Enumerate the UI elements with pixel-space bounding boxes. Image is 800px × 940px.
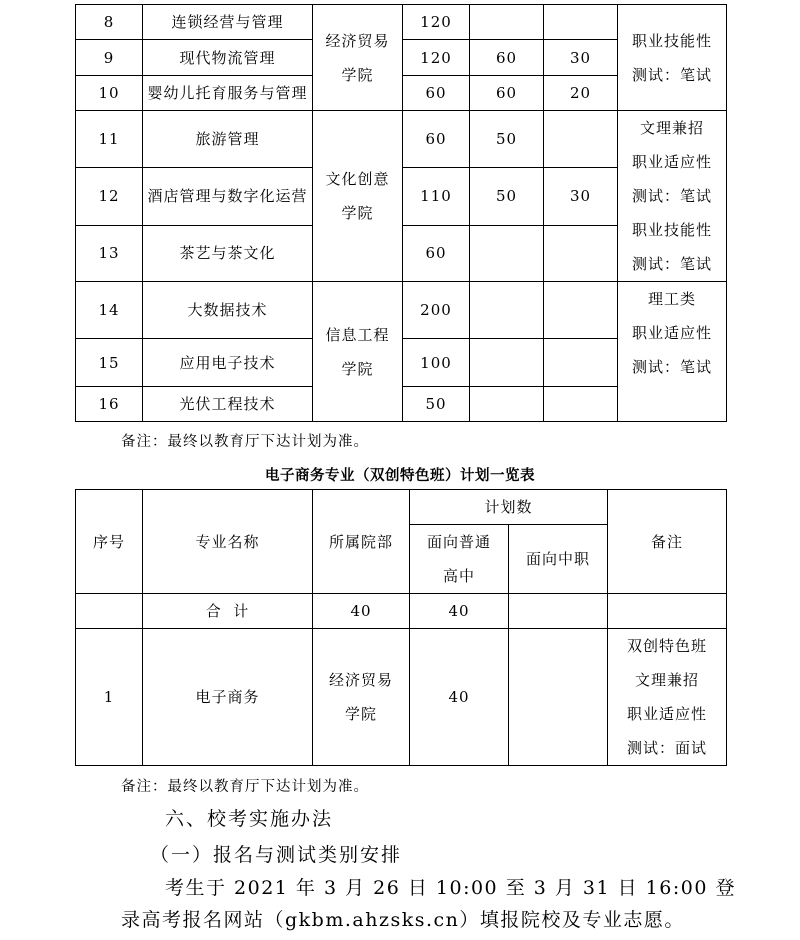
vocational-count: 30 <box>544 168 618 225</box>
general-count: 40 <box>410 629 509 766</box>
row-number: 14 <box>76 282 143 339</box>
header-college: 所属院部 <box>313 490 410 594</box>
plan-count: 60 <box>403 225 470 281</box>
header-plan: 计划数 <box>410 490 608 525</box>
total-college: 40 <box>313 594 410 629</box>
row-number: 11 <box>76 111 143 168</box>
general-count: 60 <box>470 76 544 111</box>
major-name: 酒店管理与数字化运营 <box>143 168 313 225</box>
major-name: 茶艺与茶文化 <box>143 225 313 281</box>
major-name: 大数据技术 <box>143 282 313 339</box>
table2-title: 电子商务专业（双创特色班）计划一览表 <box>265 468 535 484</box>
plan-count: 60 <box>403 76 470 111</box>
vocational-count <box>544 339 618 387</box>
header-remark: 备注 <box>608 490 727 594</box>
vocational-count <box>509 629 608 766</box>
major-name: 应用电子技术 <box>143 339 313 387</box>
table2-note: 备注：最终以教育厅下达计划为准。 <box>121 779 369 795</box>
major-name: 光伏工程技术 <box>143 387 313 422</box>
major-name: 连锁经营与管理 <box>143 5 313 40</box>
total-remark <box>608 594 727 629</box>
college-cell: 经济贸易 学院 <box>313 629 410 766</box>
vocational-count <box>544 5 618 40</box>
plan-count: 60 <box>403 111 470 168</box>
college-cell-econ: 经济贸易 学院 <box>313 5 403 111</box>
total-label: 合 计 <box>143 594 313 629</box>
vocational-count <box>544 282 618 339</box>
plan-count: 110 <box>403 168 470 225</box>
paragraph-line-2: 录高考报名网站（gkbm.ahzsks.cn）填报院校及专业志愿。 <box>121 909 685 931</box>
major-name: 现代物流管理 <box>143 40 313 76</box>
sub-heading: （一）报名与测试类别安排 <box>150 844 403 866</box>
section-heading: 六、校考实施办法 <box>165 808 334 830</box>
plan-count: 200 <box>403 282 470 339</box>
remark-cell-econ: 职业技能性 测试：笔试 <box>618 5 727 111</box>
vocational-count <box>544 111 618 168</box>
vocational-count: 20 <box>544 76 618 111</box>
header-vocational: 面向中职 <box>509 525 608 594</box>
general-count <box>470 225 544 281</box>
total-general: 40 <box>410 594 509 629</box>
row-number: 12 <box>76 168 143 225</box>
general-count <box>470 387 544 422</box>
plan-table-continued <box>75 4 727 422</box>
row-number: 10 <box>76 76 143 111</box>
ecommerce-plan-table <box>75 489 727 766</box>
row-number: 9 <box>76 40 143 76</box>
plan-count: 120 <box>403 40 470 76</box>
major-name: 旅游管理 <box>143 111 313 168</box>
remark-cell-culture: 文理兼招 职业适应性 测试：笔试 职业技能性 测试：笔试 <box>618 111 727 282</box>
table1-note: 备注：最终以教育厅下达计划为准。 <box>121 434 369 450</box>
general-count: 50 <box>470 111 544 168</box>
general-count <box>470 339 544 387</box>
plan-count: 50 <box>403 387 470 422</box>
paragraph-line-1: 考生于 2021 年 3 月 26 日 10:00 至 3 月 31 日 16:00 登 <box>165 877 736 899</box>
general-count: 60 <box>470 40 544 76</box>
header-no: 序号 <box>76 490 143 594</box>
remark-cell-info: 理工类 职业适应性 测试：笔试 <box>618 282 727 422</box>
row-number: 15 <box>76 339 143 387</box>
row-number: 1 <box>76 629 143 766</box>
row-number: 16 <box>76 387 143 422</box>
remark-cell: 双创特色班 文理兼招 职业适应性 测试：面试 <box>608 629 727 766</box>
plan-count: 120 <box>403 5 470 40</box>
college-cell-info: 信息工程 学院 <box>313 282 403 422</box>
header-major-name: 专业名称 <box>143 490 313 594</box>
vocational-count <box>544 225 618 281</box>
general-count <box>470 282 544 339</box>
general-count <box>470 5 544 40</box>
major-name: 电子商务 <box>143 629 313 766</box>
total-no <box>76 594 143 629</box>
major-name: 婴幼儿托育服务与管理 <box>143 76 313 111</box>
college-cell-culture: 文化创意 学院 <box>313 111 403 282</box>
general-count: 50 <box>470 168 544 225</box>
total-vocational <box>509 594 608 629</box>
row-number: 8 <box>76 5 143 40</box>
plan-count: 100 <box>403 339 470 387</box>
row-number: 13 <box>76 225 143 281</box>
vocational-count <box>544 387 618 422</box>
header-general: 面向普通 高中 <box>410 525 509 594</box>
vocational-count: 30 <box>544 40 618 76</box>
